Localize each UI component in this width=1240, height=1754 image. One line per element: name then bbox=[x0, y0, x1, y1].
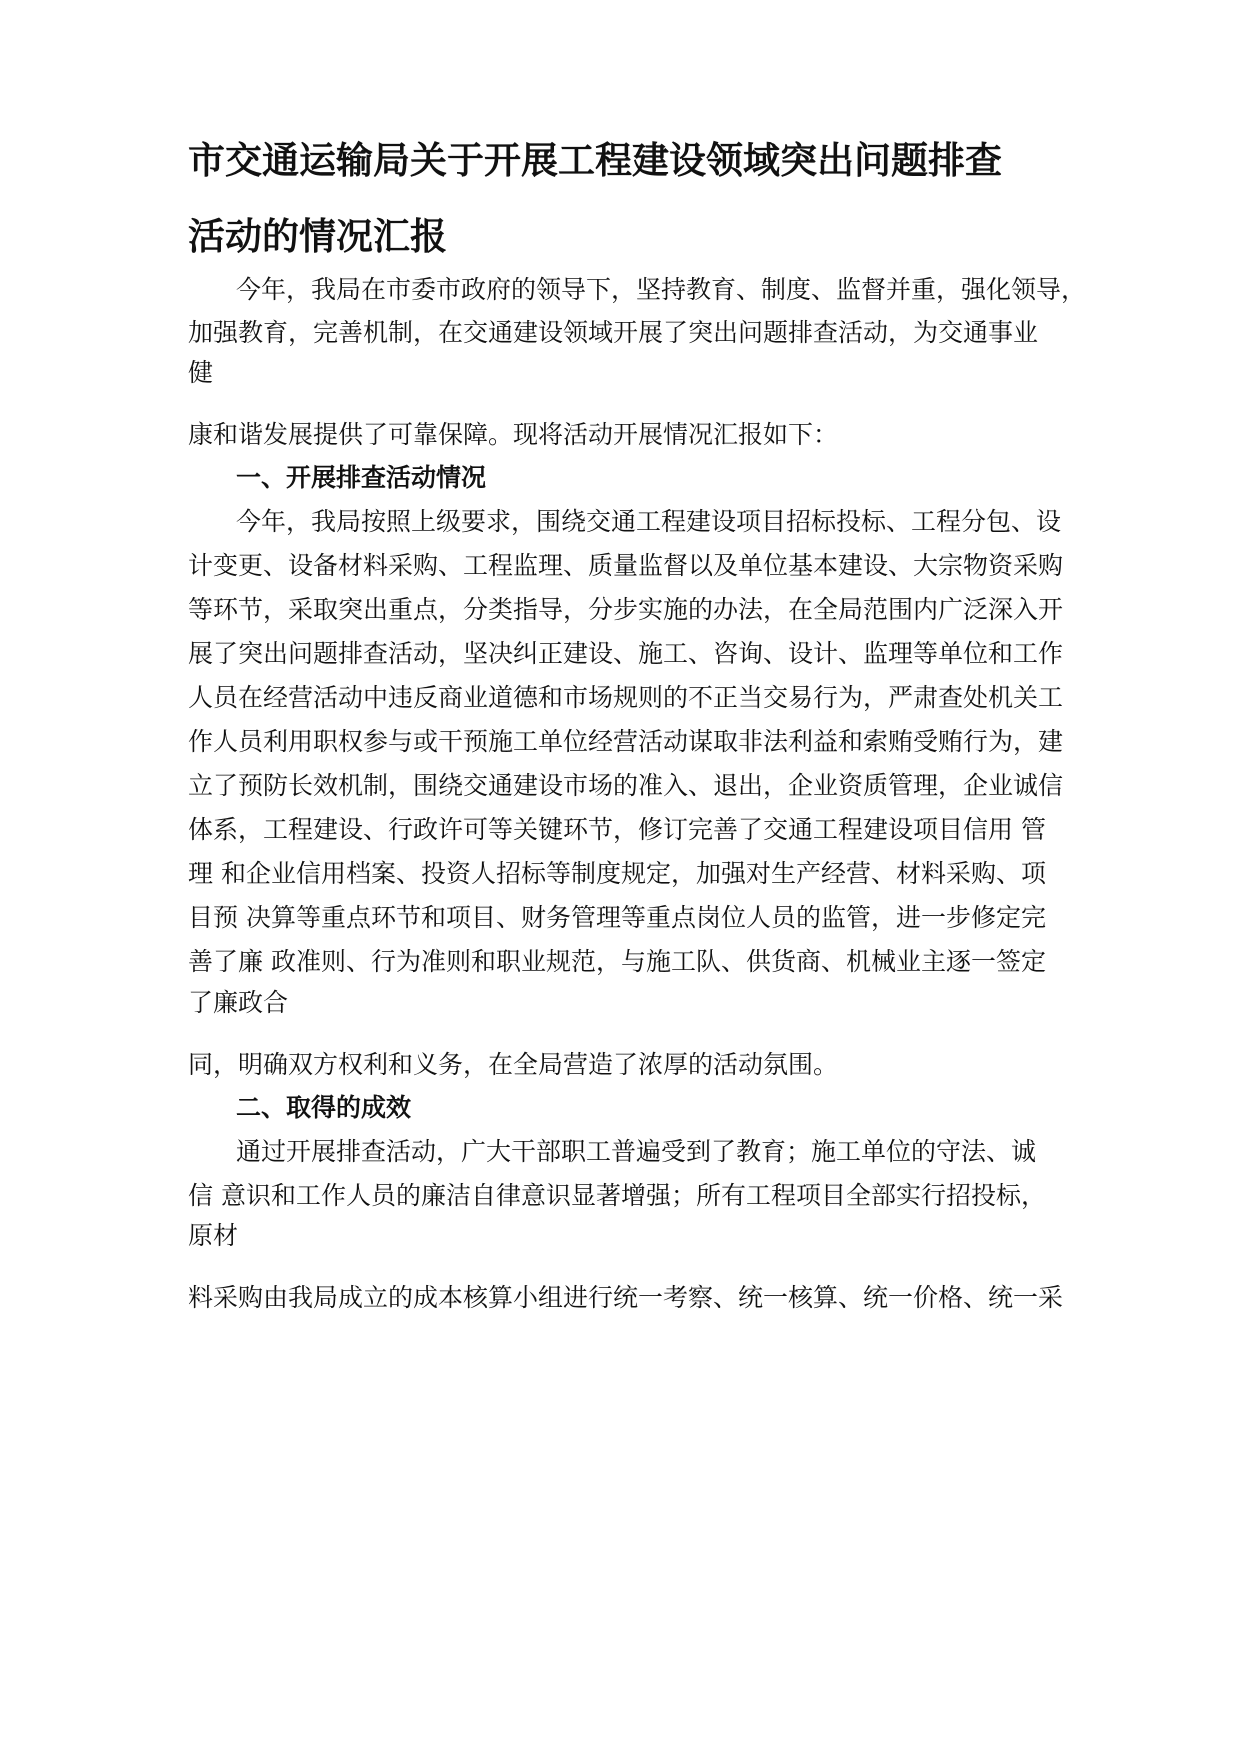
section-heading-1: 一、开展排查活动情况 bbox=[236, 463, 487, 492]
section1-line: 等环节，采取突出重点，分类指导，分步实施的办法，在全局范围内广泛深入开 bbox=[188, 595, 1064, 624]
section1-line: 同，明确双方权利和义务，在全局营造了浓厚的活动氛围。 bbox=[188, 1050, 839, 1079]
section1-line: 体系，工程建设、行政许可等关键环节，修订完善了交通工程建设项目信用 管 bbox=[188, 815, 1046, 844]
section1-line: 今年，我局按照上级要求，围绕交通工程建设项目招标投标、工程分包、设 bbox=[236, 507, 1062, 536]
section2-line: 原材 bbox=[188, 1221, 239, 1250]
document-title-line-2: 活动的情况汇报 bbox=[188, 215, 447, 258]
section2-line: 料采购由我局成立的成本核算小组进行统一考察、统一核算、统一价格、统一采 bbox=[188, 1283, 1064, 1312]
section1-line: 人员在经营活动中违反商业道德和市场规则的不正当交易行为，严肃查处机关工 bbox=[188, 683, 1064, 712]
section1-line: 理 和企业信用档案、投资人招标等制度规定，加强对生产经营、材料采购、项 bbox=[188, 859, 1046, 888]
section1-line: 善了廉 政准则、行为准则和职业规范，与施工队、供货商、机械业主逐一签定 bbox=[188, 947, 1046, 976]
section1-line: 作人员利用职权参与或干预施工单位经营活动谋取非法利益和索贿受贿行为，建 bbox=[188, 727, 1064, 756]
intro-line: 健 bbox=[188, 358, 214, 387]
section1-line: 计变更、设备材料采购、工程监理、质量监督以及单位基本建设、大宗物资采购 bbox=[188, 551, 1064, 580]
intro-line: 康和谐发展提供了可靠保障。现将活动开展情况汇报如下： bbox=[188, 420, 839, 449]
section1-line: 了廉政合 bbox=[188, 988, 289, 1017]
section1-line: 立了预防长效机制，围绕交通建设市场的准入、退出，企业资质管理，企业诚信 bbox=[188, 771, 1064, 800]
section2-line: 信 意识和工作人员的廉洁自律意识显著增强；所有工程项目全部实行招投标， bbox=[188, 1181, 1046, 1210]
intro-line: 今年，我局在市委市政府的领导下，坚持教育、制度、监督并重，强化领导， bbox=[236, 275, 1087, 304]
section2-line: 通过开展排查活动，广大干部职工普遍受到了教育；施工单位的守法、诚 bbox=[236, 1137, 1037, 1166]
section1-line: 展了突出问题排查活动，坚决纠正建设、施工、咨询、设计、监理等单位和工作 bbox=[188, 639, 1064, 668]
document-title-line-1: 市交通运输局关于开展工程建设领域突出问题排查 bbox=[188, 139, 1002, 182]
intro-line: 加强教育，完善机制，在交通建设领域开展了突出问题排查活动，为交通事业 bbox=[188, 318, 1039, 347]
section-heading-2: 二、取得的成效 bbox=[236, 1093, 412, 1122]
section1-line: 目预 决算等重点环节和项目、财务管理等重点岗位人员的监管，进一步修定完 bbox=[188, 903, 1046, 932]
